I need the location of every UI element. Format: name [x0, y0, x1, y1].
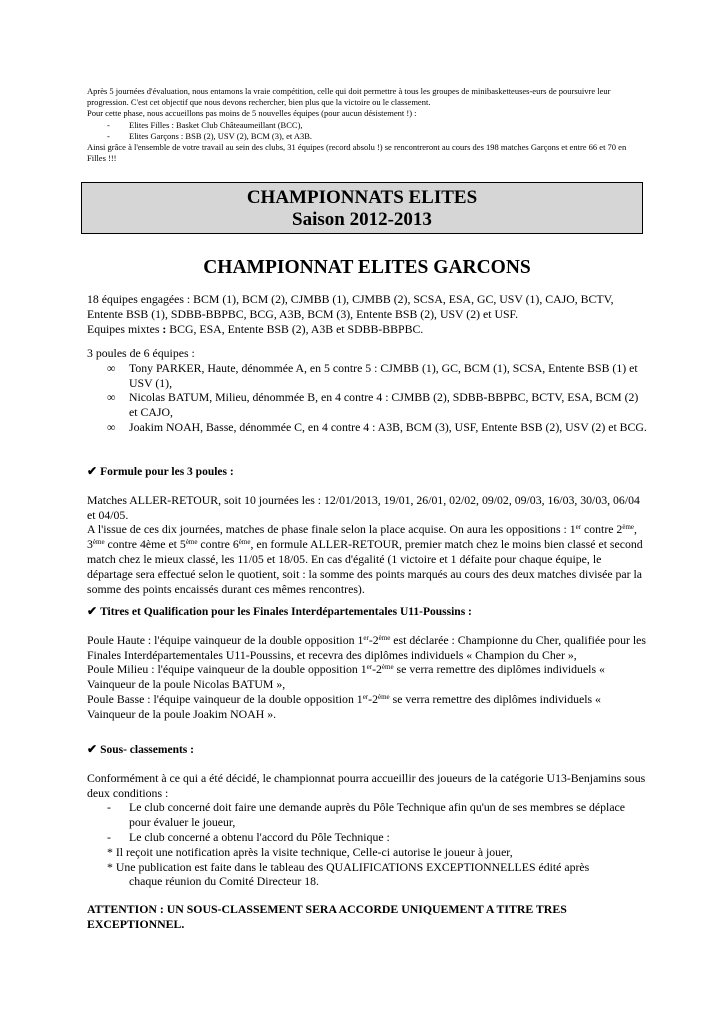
intro-item-text: Elites Filles : Basket Club Châteaumeillant (BCC),	[129, 119, 303, 130]
condition-subitem: * Une publication est faite dans le tableau des QUALIFICATIONS EXCEPTIONNELLES édité après	[107, 859, 590, 874]
condition-item	[87, 800, 647, 830]
sous-heading	[87, 742, 647, 758]
poules-intro: 3 poules de 6 équipes :	[87, 346, 195, 360]
titres-section	[87, 604, 647, 722]
attention-notice: ATTENTION : UN SOUS-CLASSEMENT SERA ACCORDE UNIQUEMENT A TITRE TRES EXCEPTIONNEL.	[87, 902, 567, 931]
condition-text: Le club concerné a obtenu l'accord du Pôle Technique :	[129, 829, 390, 844]
checkmark-icon: ✔	[87, 742, 98, 756]
poule-item-text: Tony PARKER, Haute, dénommée A, en 5 contre 5 : CJMBB (1), GC, BCM (1), SCSA, Entente BSB (1) et USV (1),	[129, 360, 638, 390]
dash-bullet: -	[107, 130, 110, 141]
teams-mixed-list: BCG, ESA, Entente BSB (2), A3B et SDBB-BBPBC.	[166, 321, 424, 336]
superscript: ème	[377, 692, 390, 701]
text-run: , 3	[87, 522, 637, 552]
teams-mixed-label: Equipes mixtes	[87, 321, 163, 336]
text-run: -2	[368, 691, 378, 706]
superscript: ème	[238, 538, 251, 547]
poules-section	[87, 346, 647, 435]
dash-bullet: -	[107, 119, 110, 130]
intro-list-item	[87, 120, 647, 131]
title-box	[81, 182, 643, 234]
condition-subitem: * Il reçoit une notification après la visite technique, Celle-ci autorise le joueur à jouer,	[107, 844, 513, 859]
text-run: contre 6	[197, 537, 239, 552]
poule-item	[87, 420, 647, 435]
sous-section	[87, 742, 647, 932]
poule-item	[87, 390, 647, 420]
formule-heading	[87, 464, 647, 480]
superscript: ème	[185, 538, 198, 547]
text-run: , en formule ALLER-RETOUR, premier match chez le moins bien classé et second match chez le mieux classé, les 11/05 et 18/05. En cas d'égalité (1 victoire et 1 défaite pour chaque équipe, le départage sera effectué selon le quotient, soit : la somme des points marqués au cours des deux matches divisée par la somme des points encaissés durant ces mêmes rencontres).	[87, 537, 643, 596]
titres-heading-text: Titres et Qualification pour les Finales Interdépartementales U11-Poussins :	[100, 606, 472, 618]
formule-finals	[87, 522, 647, 596]
infinity-bullet-icon: ∞	[107, 390, 116, 405]
text-run: se verra remettre des diplômes individuels « Vainqueur de la poule Joakim NOAH ».	[87, 691, 601, 721]
formule-section	[87, 464, 647, 596]
text-run: contre 2	[581, 522, 623, 537]
titres-milieu	[87, 662, 647, 692]
superscript: ème	[378, 633, 391, 642]
text-run: -2	[372, 662, 382, 677]
teams-engaged: 18 équipes engagées : BCM (1), BCM (2), CJMBB (1), CJMBB (2), SCSA, ESA, GC, USV (1), CAJO, BCTV, Entente BSB (1), SDBB-BBPBC, BCG, A3B, BCM (3), Entente BSB (2), USV (2) et USF.	[87, 292, 614, 321]
formule-heading-text: Formule pour les 3 poules :	[100, 466, 234, 478]
titres-basse	[87, 692, 647, 722]
teams-mixed-colon: :	[162, 321, 167, 336]
sous-heading-text: Sous- classements :	[100, 744, 194, 756]
condition-text: Le club concerné doit faire une demande auprès du Pôle Technique afin qu'un de ses membres se déplace pour évaluer le joueur,	[129, 800, 626, 830]
poule-item	[87, 361, 647, 391]
intro-section	[87, 86, 647, 164]
condition-item	[87, 830, 647, 845]
teams-mixed	[87, 322, 647, 337]
checkmark-icon: ✔	[87, 464, 98, 478]
dash-bullet: -	[107, 800, 111, 815]
formule-dates: Matches ALLER-RETOUR, soit 10 journées les : 12/01/2013, 19/01, 26/01, 02/02, 09/02, 09/03, 16/03, 30/03, 06/04 et 04/05.	[87, 492, 640, 522]
text-run: est déclarée : Championne du Cher, qualifiée pour les Finales Interdépartementales U11-Poussins, et recevra des diplômes individuels « Champion du Cher »,	[87, 632, 647, 662]
checkmark-icon: ✔	[87, 604, 98, 618]
infinity-bullet-icon: ∞	[107, 360, 116, 375]
superscript: er	[363, 633, 369, 642]
intro-list-item	[87, 131, 647, 142]
superscript: er	[575, 523, 582, 532]
text-run: Poule Haute : l'équipe vainqueur de la double opposition 1	[87, 632, 364, 647]
text-run: Poule Basse : l'équipe vainqueur de la double opposition 1	[87, 691, 363, 706]
title-box-heading: CHAMPIONNATS ELITES	[246, 187, 478, 208]
section-title: CHAMPIONNAT ELITES GARCONS	[203, 257, 531, 278]
superscript: ème	[381, 663, 394, 672]
text-run: -2	[368, 632, 379, 647]
title-box-season: Saison 2012-2013	[292, 209, 432, 230]
sous-intro: Conformément à ce qui a été décidé, le championnat pourra accueillir des joueurs de la catégorie U13-Benjamins sous deux conditions :	[87, 770, 646, 800]
condition-subitem-cont: chaque réunion du Comité Directeur 18.	[129, 874, 320, 889]
superscript: er	[366, 663, 373, 672]
titres-heading	[87, 604, 647, 620]
text-run: contre 4ème et 5	[104, 537, 186, 552]
intro-summary: Ainsi grâce à l'ensemble de votre travail au sein des clubs, 31 équipes (record absolu !) se rencontreront au cours des 198 matches Garçons et entre 66 et 70 en Filles !!!	[87, 142, 627, 164]
text-run: Poule Milieu : l'équipe vainqueur de la double opposition 1	[87, 662, 367, 677]
superscript: ème	[92, 538, 105, 547]
titres-haute	[87, 633, 647, 663]
intro-item-text: Elites Garçons : BSB (2), USV (2), BCM (3), et A3B.	[129, 130, 313, 141]
superscript: er	[362, 692, 369, 701]
superscript: ème	[622, 523, 635, 532]
text-run: A l'issue de ces dix journées, matches de phase finale selon la place acquise. On aura les oppositions : 1	[87, 522, 576, 537]
teams-section	[87, 292, 647, 336]
poule-item-text: Nicolas BATUM, Milieu, dénommée B, en 4 contre 4 : CJMBB (2), SDBB-BBPBC, BCTV, ESA, BCM (2) et CAJO,	[129, 390, 639, 420]
poule-item-text: Joakim NOAH, Basse, dénommée C, en 4 contre 4 : A3B, BCM (3), USF, Entente BSB (2), USV (2) et BCG.	[129, 419, 647, 434]
intro-phase-line: Pour cette phase, nous accueillons pas moins de 5 nouvelles équipes (pour aucun désistement !) :	[87, 108, 417, 119]
intro-paragraph: Après 5 journées d'évaluation, nous entamons la vraie compétition, celle qui doit permettre à tous les groupes de minibasketteuses-eurs de poursuivre leur progression. C'est cet objectif que nous devons rechercher, bien plus que la victoire ou le classement.	[87, 86, 611, 108]
infinity-bullet-icon: ∞	[107, 419, 116, 434]
dash-bullet: -	[107, 829, 111, 844]
text-run: se verra remettre des diplômes individuels « Vainqueur de la poule Nicolas BATUM »,	[87, 662, 605, 692]
